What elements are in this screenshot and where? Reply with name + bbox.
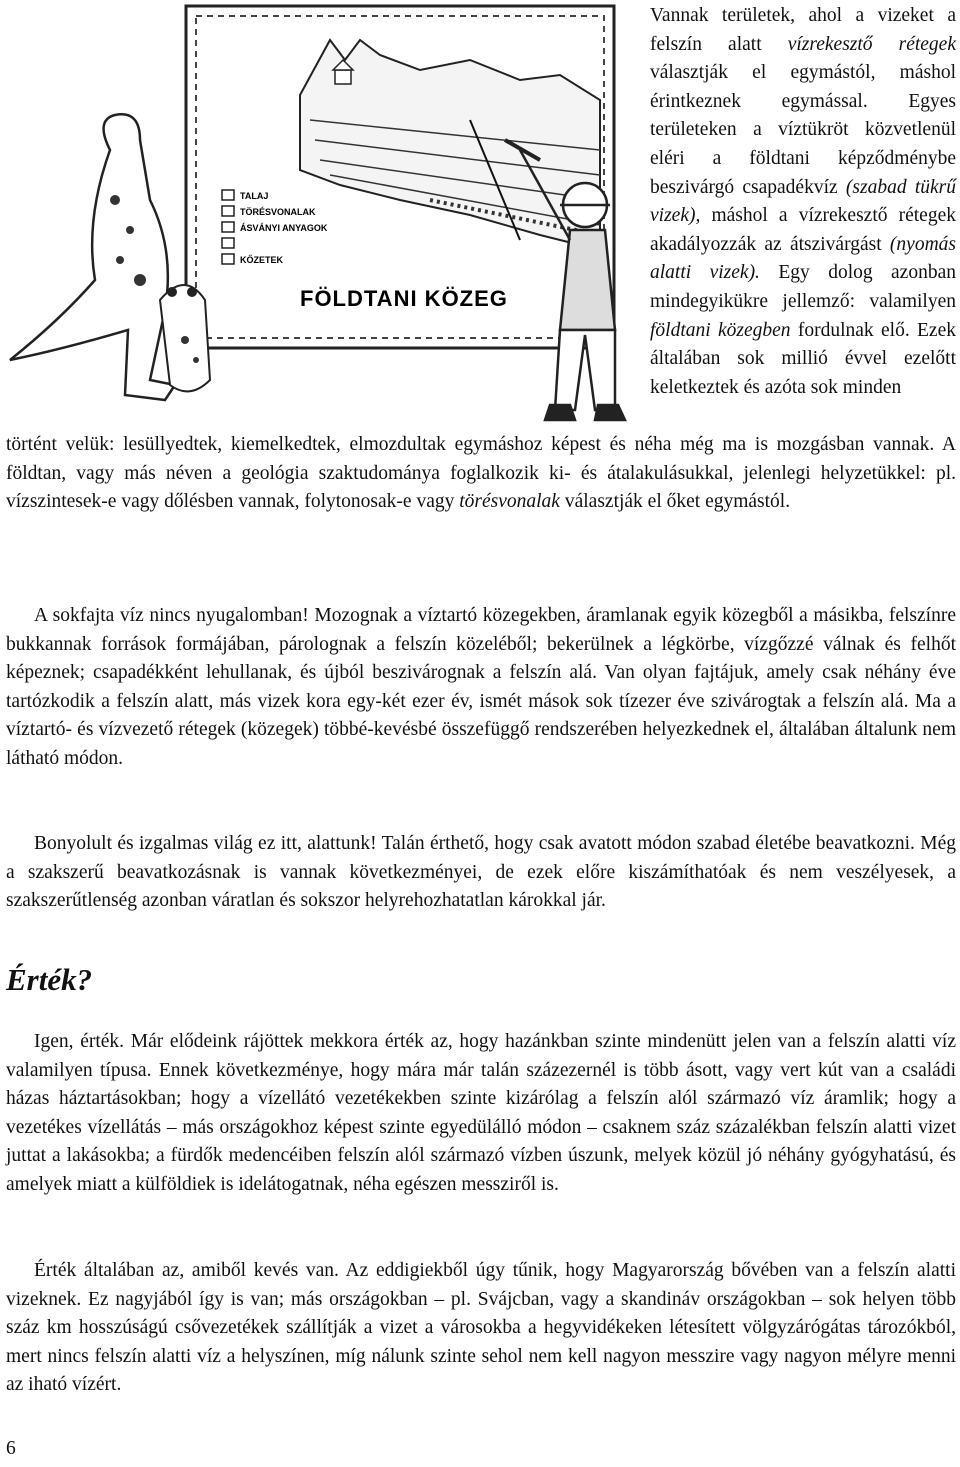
page-number: 6	[6, 1438, 16, 1459]
legend-label: KŐZETEK	[240, 255, 284, 265]
paragraph-value: Igen, érték. Már elődeink rájöttek mekkora érték az, hogy hazánkban szinte mindenütt jelen van a felszín alatti víz valamilyen típusa. Ennek következménye, hogy mára már talán százezernél is több ásott, vagy vert kút van a családi házas háztartásokban; hogy a vízellátó vezetékekben szinte kizárólag a felszín alól származó víz áramlik; hogy a vezetékes vízellátás – más országokhoz képest szinte egyedülálló módon – csaknem száz százalékban felszín alatti vizet juttat a lakásokba; a fürdők medencéiben felszín alól származó vízben úszunk, melyek közül jó néhány gyógyhatású, és amelyek miatt a külföldiek is idelátogatnak, néha egészen messziről is.	[6, 1031, 956, 1195]
paragraph-water-movement: A sokfajta víz nincs nyugalomban! Mozognak a víztartó közegekben, áramlanak egyik közegből a másikba, felszínre bukkannak források formájában, párolognak a felszín közeléből; bekerülnek a légkörbe, vízgőzzé válnak és felhőt képeznek; csapadékként lehullanak, és újból beszivárognak a felszín alá. Van olyan fajtájuk, amely csak néhány éve tartózkodik a felszín alatt, más vizek kora egy-két ezer év, ismét mások sok tízezer éve szivárogtak a felszín alá. Ma a víztartó- és vízvezető rétegek (közegek) többé-kevésbé összefüggő rendszerében helyezkednek el, általában általunk nem látható módon.	[6, 605, 956, 769]
intro-paragraph: Vannak területek, ahol a vizeket a felszín alatt vízrekesztő rétegek választják el egymástól, máshol érintkeznek egymással. Egyes területeken a víztükröt közvetlenül eléri a földtani képződménybe beszivárgó csapadékvíz (szabad tükrű vizek), máshol a vízrekesztő rétegek akadályozzák az átszivárgást (nyomás alatti vizek). Egy dolog azonban mindegyikükre jellemző: valamilyen földtani közegben fordulnak elő. Ezek általában sok millió évvel ezelőtt keletkeztek és azóta sok minden	[650, 5, 956, 398]
geology-cartoon-illustration	[0, 0, 650, 440]
legend-label: TALAJ	[240, 191, 269, 201]
intro-continuation: történt velük: lesüllyedtek, kiemelkedtek, elmozdultak egymáshoz képest és néha még ma is mozgásban vannak. A földtan, vagy más néven a geológia szaktudománya foglalkozik ki- és átalakulásukkal, jelenlegi helyzetükkel: pl. vízszintesek-e vagy dőlésben vannak, folytonosak-e vagy törésvonalak választják el őket egymástól.	[6, 434, 956, 513]
paragraph-scarcity: Érték általában az, amiből kevés van. Az eddigiekből úgy tűnik, hogy Magyarország bővében van a felszín alatti vizeknek. Ez nagyjából így is van; más országokban – pl. Svájcban, vagy a skandináv országokban – sok helyen több száz km hosszúságú csővezetékek szállítják a vizet a városokba a hegyvidékeken létesített völgyzárógátas tározókból, mert nincs felszín alatti víz a helyszínen, míg nálunk szinte sehol nem kell nagyon messzire vagy nagyon mélyre menni az iható vízért.	[6, 1260, 956, 1396]
paragraph-complex-world: Bonyolult és izgalmas világ ez itt, alattunk! Talán érthető, hogy csak avatott módon szabad életébe beavatkozni. Még a szakszerű beavatkozásnak is vannak következményei, de ezek előre kiszámíthatóak és nem veszélyesek, a szakszerűtlenség azonban váratlan és sokszor helyrehozhatatlan károkkal jár.	[6, 833, 956, 912]
legend-label: ÁSVÁNYI ANYAGOK	[240, 223, 328, 233]
board-title: FÖLDTANI KÖZEG	[300, 286, 508, 311]
dinosaur-character	[10, 114, 175, 400]
intro-column	[650, 2, 956, 402]
section-heading: Érték?	[6, 962, 93, 997]
legend-label: TÖRÉSVONALAK	[240, 207, 316, 217]
